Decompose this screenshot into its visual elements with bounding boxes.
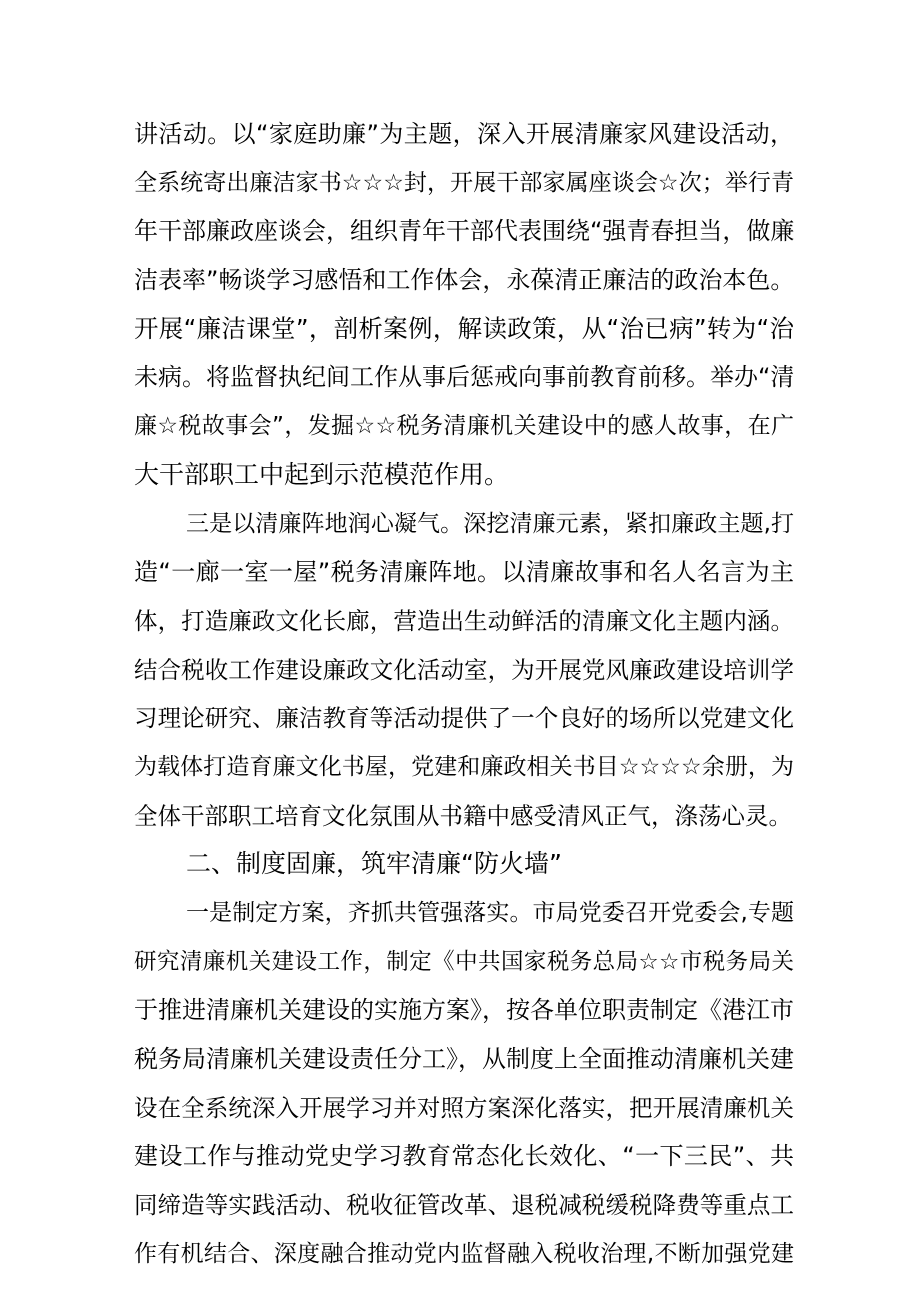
text-line: 体，打造廉政文化长廊，营造出生动鲜活的清廉文化主题内涵。 [134,606,794,635]
text-line: 同缔造等实践活动、税收征管改革、退税减税缓税降费等重点工 [134,1191,794,1220]
text-line: 洁表率”畅谈学习感悟和工作体会，永葆清正廉洁的政治本色。 [134,266,795,295]
text-line: 造“一廊一室一屋”税务清廉阵地。以清廉故事和名人名言为主 [134,558,794,587]
text-line: 为载体打造育廉文化书屋，党建和廉政相关书目☆☆☆☆余册，为 [134,753,794,780]
text-line: 全体干部职工培育文化氛围从书籍中感受清风正气，涤荡心灵。 [134,801,792,830]
text-line: 讲活动。以“家庭助廉”为主题，深入开展清廉家风建设活动， [134,120,794,148]
text-line: 一是制定方案，齐抓共管强落实。市局党委召开党委会,专题 [186,900,794,926]
text-line: 年干部廉政座谈会，组织青年干部代表围绕“强青春担当，做廉 [134,217,795,246]
text-line: 税务局清廉机关建设责任分工》，从制度上全面推动清廉机关建 [134,1045,794,1074]
text-line: 于推进清廉机关建设的实施方案》，按各单位职责制定《港江市 [134,996,794,1025]
text-line: 习理论研究、廉洁教育等活动提供了一个良好的场所以党建文化 [134,704,794,733]
text-line: 三是以清廉阵地润心凝气。深挖清廉元素，紧扣廉政主题,打 [186,510,794,537]
text-line: 全系统寄出廉洁家书☆☆☆封，开展干部家属座谈会☆次；举行青 [134,169,794,196]
section-heading: 二、制度固廉，筑牢清廉“防火墙” [186,849,562,879]
text-line: 设在全系统深入开展学习并对照方案深化落实，把开展清廉机关 [134,1093,794,1122]
text-line: 作有机结合、深度融合推动党内监督融入税收治理,不断加强党建 [134,1240,794,1267]
text-line: 廉☆税故事会”，发掘☆☆税务清廉机关建设中的感人故事，在广 [134,413,794,440]
text-line: 建设工作与推动党史学习教育常态化长效化、“一下三民”、共 [134,1142,794,1171]
text-line: 大干部职工中起到示范模范作用。 [134,459,510,489]
text-line: 开展“廉洁课堂”，剖析案例，解读政策，从“治已病”转为“治 [134,313,794,343]
text-line: 研究清廉机关建设工作，制定《中共国家税务总局☆☆市税务局关 [134,948,794,975]
text-line: 未病。将监督执纪间工作从事后惩戒向事前教育前移。举办“清 [134,363,795,392]
text-line: 结合税收工作建设廉政文化活动室，为开展党风廉政建设培训学 [134,655,794,684]
body-text [134,110,794,1279]
